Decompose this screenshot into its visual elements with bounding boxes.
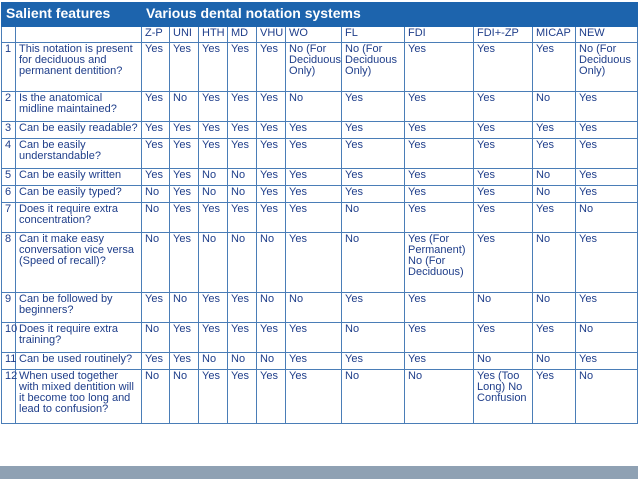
value-cell: No	[286, 92, 342, 122]
value-cell: Yes	[474, 233, 533, 293]
feature-cell: This notation is present for deciduous and permanent dentition?	[16, 43, 142, 92]
value-cell: Yes	[170, 169, 199, 186]
value-cell: Yes	[199, 122, 228, 139]
feature-cell: Can be used routinely?	[16, 353, 142, 370]
table-row	[2, 122, 638, 139]
value-cell: No	[342, 370, 405, 424]
value-cell: Yes	[576, 353, 638, 370]
value-cell: Yes	[474, 122, 533, 139]
value-cell: Yes	[142, 43, 170, 92]
row-number: 7	[2, 203, 16, 233]
feature-cell: Can be easily readable?	[16, 122, 142, 139]
value-cell: Yes	[170, 323, 199, 353]
value-cell: Yes	[576, 293, 638, 323]
value-cell: Yes	[199, 203, 228, 233]
value-cell: Yes	[576, 186, 638, 203]
value-cell: Yes	[576, 169, 638, 186]
value-cell: No	[199, 353, 228, 370]
value-cell: Yes	[533, 139, 576, 169]
value-cell: No	[257, 353, 286, 370]
value-cell: Yes	[533, 43, 576, 92]
row-number: 3	[2, 122, 16, 139]
blank-header-cell	[16, 27, 142, 43]
value-cell: Yes	[286, 370, 342, 424]
value-cell: No	[533, 233, 576, 293]
value-cell: Yes	[142, 122, 170, 139]
column-header: FL	[342, 27, 405, 43]
value-cell: Yes	[576, 233, 638, 293]
value-cell: No	[576, 323, 638, 353]
row-number: 8	[2, 233, 16, 293]
row-number: 1	[2, 43, 16, 92]
value-cell: Yes	[576, 139, 638, 169]
value-cell: Yes	[342, 92, 405, 122]
value-cell: Yes	[170, 353, 199, 370]
value-cell: No	[142, 370, 170, 424]
value-cell: No	[142, 203, 170, 233]
value-cell: Yes	[405, 353, 474, 370]
value-cell: No	[342, 233, 405, 293]
feature-cell: Is the anatomical midline maintained?	[16, 92, 142, 122]
value-cell: Yes	[576, 122, 638, 139]
value-cell: No	[257, 233, 286, 293]
value-cell: Yes	[474, 203, 533, 233]
value-cell: Yes	[257, 122, 286, 139]
feature-cell: When used together with mixed dentition will it become too long and lead to confusion?	[16, 370, 142, 424]
value-cell: Yes	[474, 186, 533, 203]
value-cell: Yes	[199, 293, 228, 323]
column-header: MICAP	[533, 27, 576, 43]
value-cell: No	[576, 370, 638, 424]
column-header: VHU	[257, 27, 286, 43]
value-cell: Yes	[228, 92, 257, 122]
value-cell: No	[342, 323, 405, 353]
value-cell: Yes	[286, 122, 342, 139]
value-cell: No	[228, 186, 257, 203]
value-cell: Yes	[533, 370, 576, 424]
value-cell: Yes	[286, 139, 342, 169]
row-number: 11	[2, 353, 16, 370]
blank-header-cell	[2, 27, 16, 43]
value-cell: Yes	[405, 139, 474, 169]
value-cell: Yes	[142, 293, 170, 323]
value-cell: Yes	[342, 186, 405, 203]
value-cell: No	[228, 353, 257, 370]
row-number: 6	[2, 186, 16, 203]
value-cell: Yes	[228, 43, 257, 92]
column-header-row	[2, 27, 638, 43]
value-cell: Yes	[228, 293, 257, 323]
row-number: 10	[2, 323, 16, 353]
value-cell: Yes	[474, 43, 533, 92]
table-row	[2, 293, 638, 323]
footer-bar	[0, 466, 638, 479]
value-cell: No (For Deciduous Only)	[342, 43, 405, 92]
header-row	[2, 3, 638, 27]
row-number: 9	[2, 293, 16, 323]
feature-cell: Can be easily understandable?	[16, 139, 142, 169]
value-cell: No	[533, 169, 576, 186]
value-cell: No (For Deciduous Only)	[576, 43, 638, 92]
table-row	[2, 92, 638, 122]
value-cell: Yes	[342, 139, 405, 169]
value-cell: Yes	[405, 92, 474, 122]
table-row	[2, 353, 638, 370]
notation-comparison-table	[1, 2, 638, 424]
row-number: 4	[2, 139, 16, 169]
value-cell: No	[533, 353, 576, 370]
value-cell: Yes	[576, 92, 638, 122]
table-row	[2, 169, 638, 186]
value-cell: No	[170, 370, 199, 424]
table-row	[2, 323, 638, 353]
value-cell: Yes	[257, 186, 286, 203]
value-cell: Yes	[286, 233, 342, 293]
value-cell: Yes	[405, 43, 474, 92]
column-header: HTH	[199, 27, 228, 43]
salient-features-header: Salient features	[2, 3, 142, 27]
value-cell: Yes	[474, 92, 533, 122]
value-cell: Yes	[257, 203, 286, 233]
value-cell: Yes	[170, 203, 199, 233]
value-cell: No	[405, 370, 474, 424]
value-cell: Yes	[228, 323, 257, 353]
table-row	[2, 43, 638, 92]
column-header: Z-P	[142, 27, 170, 43]
value-cell: Yes	[199, 139, 228, 169]
value-cell: Yes	[405, 293, 474, 323]
value-cell: No	[142, 186, 170, 203]
row-number: 12	[2, 370, 16, 424]
value-cell: No	[170, 92, 199, 122]
value-cell: Yes	[170, 139, 199, 169]
value-cell: Yes	[228, 370, 257, 424]
value-cell: Yes	[342, 122, 405, 139]
value-cell: No	[474, 293, 533, 323]
value-cell: Yes	[342, 293, 405, 323]
table-row	[2, 203, 638, 233]
column-header: FDI	[405, 27, 474, 43]
value-cell: Yes	[199, 323, 228, 353]
value-cell: Yes	[286, 203, 342, 233]
value-cell: Yes	[257, 43, 286, 92]
value-cell: Yes	[405, 186, 474, 203]
value-cell: Yes	[405, 323, 474, 353]
feature-cell: Can it make easy conversation vice versa (Speed of recall)?	[16, 233, 142, 293]
value-cell: Yes	[257, 169, 286, 186]
table-row	[2, 186, 638, 203]
value-cell: Yes	[142, 92, 170, 122]
feature-cell: Can be easily typed?	[16, 186, 142, 203]
table-row	[2, 370, 638, 424]
value-cell: Yes (Too Long) No Confusion	[474, 370, 533, 424]
value-cell: Yes	[257, 323, 286, 353]
table-row	[2, 233, 638, 293]
value-cell: Yes	[199, 370, 228, 424]
value-cell: Yes	[533, 122, 576, 139]
value-cell: No	[533, 186, 576, 203]
column-header: FDI+-ZP	[474, 27, 533, 43]
column-header: WO	[286, 27, 342, 43]
feature-cell: Does it require extra training?	[16, 323, 142, 353]
value-cell: No	[142, 323, 170, 353]
table-row	[2, 139, 638, 169]
value-cell: No	[142, 233, 170, 293]
feature-cell: Can be easily written	[16, 169, 142, 186]
value-cell: No	[286, 293, 342, 323]
value-cell: No	[228, 233, 257, 293]
value-cell: Yes	[257, 92, 286, 122]
value-cell: No	[474, 353, 533, 370]
value-cell: Yes	[405, 203, 474, 233]
value-cell: Yes	[474, 323, 533, 353]
value-cell: Yes (For Permanent) No (For Deciduous)	[405, 233, 474, 293]
value-cell: No	[228, 169, 257, 186]
row-number: 5	[2, 169, 16, 186]
column-header: MD	[228, 27, 257, 43]
value-cell: Yes	[142, 139, 170, 169]
value-cell: Yes	[405, 169, 474, 186]
value-cell: Yes	[170, 233, 199, 293]
feature-cell: Can be followed by beginners?	[16, 293, 142, 323]
value-cell: Yes	[257, 370, 286, 424]
value-cell: Yes	[286, 323, 342, 353]
value-cell: No	[257, 293, 286, 323]
value-cell: No	[170, 293, 199, 323]
notation-systems-header: Various dental notation systems	[142, 3, 638, 27]
value-cell: Yes	[142, 353, 170, 370]
value-cell: Yes	[405, 122, 474, 139]
value-cell: No	[199, 169, 228, 186]
value-cell: Yes	[286, 353, 342, 370]
value-cell: Yes	[228, 122, 257, 139]
value-cell: Yes	[142, 169, 170, 186]
value-cell: Yes	[170, 186, 199, 203]
value-cell: Yes	[533, 203, 576, 233]
value-cell: Yes	[342, 353, 405, 370]
value-cell: Yes	[170, 43, 199, 92]
value-cell: Yes	[474, 139, 533, 169]
table-body	[2, 43, 638, 424]
value-cell: Yes	[199, 43, 228, 92]
value-cell: Yes	[474, 169, 533, 186]
value-cell: No	[342, 203, 405, 233]
value-cell: Yes	[228, 139, 257, 169]
column-header: NEW	[576, 27, 638, 43]
column-header: UNI	[170, 27, 199, 43]
value-cell: Yes	[199, 92, 228, 122]
value-cell: No	[199, 233, 228, 293]
value-cell: Yes	[342, 169, 405, 186]
feature-cell: Does it require extra concentration?	[16, 203, 142, 233]
value-cell: Yes	[533, 323, 576, 353]
value-cell: Yes	[170, 122, 199, 139]
value-cell: No	[576, 203, 638, 233]
value-cell: Yes	[257, 139, 286, 169]
value-cell: No	[533, 293, 576, 323]
value-cell: Yes	[228, 203, 257, 233]
row-number: 2	[2, 92, 16, 122]
value-cell: Yes	[286, 169, 342, 186]
value-cell: No	[533, 92, 576, 122]
value-cell: No (For Deciduous Only)	[286, 43, 342, 92]
value-cell: No	[199, 186, 228, 203]
value-cell: Yes	[286, 186, 342, 203]
